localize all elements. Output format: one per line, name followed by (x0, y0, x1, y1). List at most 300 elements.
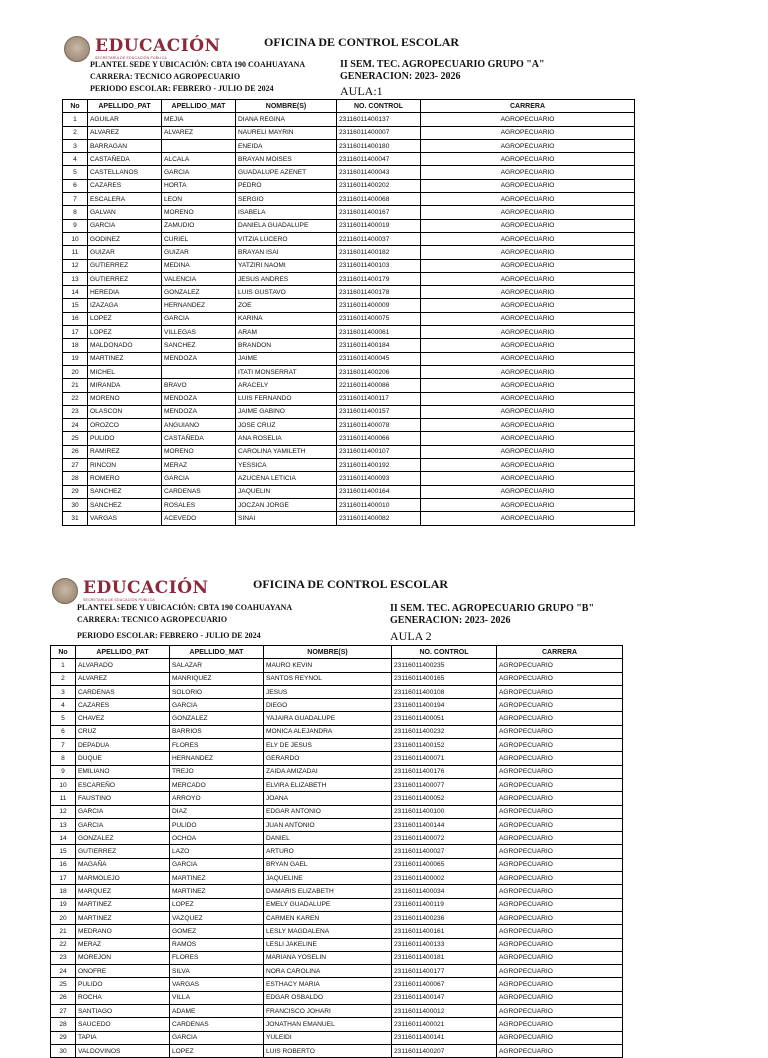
nombres-cell: CARMEN KAREN (264, 911, 392, 924)
table-row (51, 965, 623, 978)
nombres-cell: VITZIA LUCERO (236, 232, 337, 245)
carrera-cell: AGROPECUARIO (497, 991, 623, 1004)
apellido-mat-cell: LOPEZ (170, 898, 264, 911)
carrera-cell: AGROPECUARIO (497, 672, 623, 685)
nombres-cell: ZOE (236, 299, 337, 312)
table-row (63, 352, 635, 365)
table-row (63, 206, 635, 219)
table-row (51, 725, 623, 738)
nombres-cell: ELY DE JESUS (264, 739, 392, 752)
nombres-cell: BRYAN GAEL (264, 858, 392, 871)
semestre-label: II SEM. TEC. AGROPECUARIO GRUPO "A" (340, 59, 545, 70)
nombres-cell: EDGAR ANTONIO (264, 805, 392, 818)
nombres-cell: DANIELA GUADALUPE (236, 219, 337, 232)
no-control-cell: 23116011400100 (392, 805, 497, 818)
carrera-cell: AGROPECUARIO (421, 113, 635, 126)
nombres-cell: ARTURO (264, 845, 392, 858)
no-control-cell: 23116011400236 (392, 911, 497, 924)
carrera-cell: AGROPECUARIO (497, 712, 623, 725)
no-control-cell: 23116011400027 (392, 845, 497, 858)
no-control-cell: 23116011400019 (337, 219, 421, 232)
nombres-cell: YULEIDI (264, 1031, 392, 1044)
nombres-cell: JUAN ANTONIO (264, 818, 392, 831)
nombres-cell: JOCZAN JORGE (236, 498, 337, 511)
table-row (63, 379, 635, 392)
nombres-cell: SINAI (236, 512, 337, 525)
row-number: 16 (51, 858, 76, 871)
no-control-cell: 23116011400202 (337, 179, 421, 192)
apellido-pat-cell: MARTINEZ (88, 352, 162, 365)
table-row (63, 498, 635, 511)
carrera-cell: AGROPECUARIO (421, 126, 635, 139)
office-title: OFICINA DE CONTROL ESCOLAR (253, 577, 449, 591)
generacion-label: GENERACION: 2023- 2026 (340, 71, 461, 82)
apellido-mat-cell: VARGAS (170, 978, 264, 991)
col-header-nombres: NOMBRE(S) (236, 100, 337, 113)
table-row (51, 858, 623, 871)
no-control-cell: 23116011400078 (337, 419, 421, 432)
apellido-mat-cell: MEJIA (162, 113, 236, 126)
seal-icon (64, 36, 90, 62)
apellido-pat-cell: MICHEL (88, 365, 162, 378)
apellido-mat-cell: TREJO (170, 765, 264, 778)
apellido-pat-cell: RAMIREZ (88, 445, 162, 458)
carrera-cell: AGROPECUARIO (421, 432, 635, 445)
apellido-mat-cell: FLORES (170, 739, 264, 752)
nombres-cell: JAIME GABINO (236, 405, 337, 418)
apellido-mat-cell: MERCADO (170, 778, 264, 791)
apellido-pat-cell: VARGAS (88, 512, 162, 525)
carrera-cell: AGROPECUARIO (497, 1031, 623, 1044)
apellido-mat-cell: LEON (162, 193, 236, 206)
apellido-mat-cell: ZAMUDIO (162, 219, 236, 232)
table-row (51, 739, 623, 752)
table-row (63, 272, 635, 285)
nombres-cell: YAJAIRA GUADALUPE (264, 712, 392, 725)
apellido-pat-cell: RINCON (88, 459, 162, 472)
apellido-pat-cell: CASTELLANOS (88, 166, 162, 179)
nombres-cell: KARINA (236, 312, 337, 325)
carrera-cell: AGROPECUARIO (421, 312, 635, 325)
apellido-pat-cell: OROZCO (88, 419, 162, 432)
no-control-cell: 23116011400061 (337, 326, 421, 339)
apellido-pat-cell: CASTAÑEDA (88, 153, 162, 166)
table-row (51, 685, 623, 698)
col-header-no: No (51, 646, 76, 659)
col-header-no-control: NO. CONTROL (392, 646, 497, 659)
row-number: 28 (51, 1018, 76, 1031)
no-control-cell: 23116011400068 (337, 193, 421, 206)
no-control-cell: 23116011400082 (337, 512, 421, 525)
apellido-pat-cell: ROMERO (88, 472, 162, 485)
row-number: 9 (63, 219, 88, 232)
carrera-cell: AGROPECUARIO (421, 419, 635, 432)
table-row (51, 818, 623, 831)
apellido-pat-cell: GALVAN (88, 206, 162, 219)
nombres-cell: DANIEL (264, 832, 392, 845)
student-table-b (50, 645, 623, 1058)
no-control-cell: 23116011400072 (392, 832, 497, 845)
carrera-cell: AGROPECUARIO (497, 818, 623, 831)
carrera-cell: AGROPECUARIO (421, 326, 635, 339)
apellido-mat-cell: FLORES (170, 951, 264, 964)
no-control-cell: 22116011400037 (337, 232, 421, 245)
no-control-cell: 23116011400147 (392, 991, 497, 1004)
apellido-mat-cell: ROSALES (162, 498, 236, 511)
periodo-label: PERIODO ESCOLAR: FEBRERO - JULIO DE 2024 (90, 84, 274, 93)
carrera-cell: AGROPECUARIO (421, 339, 635, 352)
row-number: 20 (63, 365, 88, 378)
table-row (63, 419, 635, 432)
row-number: 8 (63, 206, 88, 219)
table-row (63, 432, 635, 445)
carrera-cell: AGROPECUARIO (497, 739, 623, 752)
no-control-cell: 23116011400192 (337, 459, 421, 472)
nombres-cell: MARIANA YOSELIN (264, 951, 392, 964)
table-row (51, 659, 623, 672)
row-number: 26 (51, 991, 76, 1004)
row-number: 15 (51, 845, 76, 858)
carrera-cell: AGROPECUARIO (497, 938, 623, 951)
table-row (51, 938, 623, 951)
carrera-cell: AGROPECUARIO (421, 379, 635, 392)
row-number: 27 (63, 459, 88, 472)
col-header-apellido-mat: APELLIDO_MAT (162, 100, 236, 113)
row-number: 20 (51, 911, 76, 924)
no-control-cell: 23116011400206 (337, 365, 421, 378)
row-number: 8 (51, 752, 76, 765)
apellido-mat-cell: MORENO (162, 206, 236, 219)
apellido-mat-cell: ALCALA (162, 153, 236, 166)
carrera-cell: AGROPECUARIO (421, 392, 635, 405)
apellido-mat-cell: RAMOS (170, 938, 264, 951)
apellido-mat-cell: MEDINA (162, 259, 236, 272)
apellido-mat-cell: SALAZAR (170, 659, 264, 672)
apellido-pat-cell: SANCHEZ (88, 498, 162, 511)
row-number: 17 (51, 872, 76, 885)
apellido-pat-cell: SAUCEDO (76, 1018, 170, 1031)
table-row (51, 792, 623, 805)
apellido-pat-cell: HEREDIA (88, 286, 162, 299)
apellido-mat-cell: SILVA (170, 965, 264, 978)
nombres-cell: EMELY GUADALUPE (264, 898, 392, 911)
no-control-cell: 23116011400067 (392, 978, 497, 991)
row-number: 6 (51, 725, 76, 738)
row-number: 14 (63, 286, 88, 299)
apellido-pat-cell: DEPADUA (76, 739, 170, 752)
row-number: 25 (51, 978, 76, 991)
no-control-cell: 23116011400157 (337, 405, 421, 418)
carrera-cell: AGROPECUARIO (421, 219, 635, 232)
no-control-cell: 23116011400034 (392, 885, 497, 898)
row-number: 30 (63, 498, 88, 511)
nombres-cell: JAQUELINE (264, 872, 392, 885)
apellido-pat-cell: LOPEZ (88, 326, 162, 339)
carrera-cell: AGROPECUARIO (421, 472, 635, 485)
group-b-section (0, 560, 768, 1055)
row-number: 22 (51, 938, 76, 951)
nombres-cell: LESLI JAKELINE (264, 938, 392, 951)
apellido-mat-cell: VAZQUEZ (170, 911, 264, 924)
apellido-pat-cell: ALVARADO (76, 659, 170, 672)
apellido-mat-cell: MANRIQUEZ (170, 672, 264, 685)
nombres-cell: BRAYAN MOISES (236, 153, 337, 166)
row-number: 24 (63, 419, 88, 432)
no-control-cell: 23116011400010 (337, 498, 421, 511)
no-control-cell: 23116011400177 (392, 965, 497, 978)
apellido-mat-cell: HERNANDEZ (162, 299, 236, 312)
no-control-cell: 23116011400176 (392, 765, 497, 778)
row-number: 16 (63, 312, 88, 325)
no-control-cell: 23116011400007 (337, 126, 421, 139)
table-row (63, 472, 635, 485)
carrera-cell: AGROPECUARIO (421, 512, 635, 525)
no-control-cell: 23116011400103 (337, 259, 421, 272)
row-number: 10 (63, 232, 88, 245)
no-control-cell: 23116011400164 (337, 485, 421, 498)
carrera-cell: AGROPECUARIO (421, 153, 635, 166)
apellido-mat-cell: MENDOZA (162, 352, 236, 365)
carrera-cell: AGROPECUARIO (421, 179, 635, 192)
no-control-cell: 23116011400137 (337, 113, 421, 126)
apellido-mat-cell: MORENO (162, 445, 236, 458)
apellido-pat-cell: MEDRANO (76, 925, 170, 938)
apellido-mat-cell: GARCIA (170, 858, 264, 871)
apellido-pat-cell: GARCIA (76, 818, 170, 831)
no-control-cell: 23116011400077 (392, 778, 497, 791)
table-row (63, 365, 635, 378)
apellido-pat-cell: GODINEZ (88, 232, 162, 245)
table-row (63, 326, 635, 339)
table-row (51, 991, 623, 1004)
carrera-cell: AGROPECUARIO (497, 725, 623, 738)
carrera-cell: AGROPECUARIO (421, 272, 635, 285)
no-control-cell: 23116011400002 (392, 872, 497, 885)
apellido-pat-cell: LOPEZ (88, 312, 162, 325)
table-row (63, 153, 635, 166)
table-row (63, 459, 635, 472)
row-number: 12 (51, 805, 76, 818)
no-control-cell: 23116011400178 (337, 286, 421, 299)
carrera-cell: AGROPECUARIO (497, 872, 623, 885)
table-row (63, 126, 635, 139)
table-row (51, 805, 623, 818)
table-row (63, 219, 635, 232)
no-control-cell: 23116011400043 (337, 166, 421, 179)
nombres-cell: CAROLINA YAMILETH (236, 445, 337, 458)
carrera-cell: AGROPECUARIO (497, 765, 623, 778)
carrera-cell: AGROPECUARIO (497, 792, 623, 805)
row-number: 17 (63, 326, 88, 339)
table-row (51, 951, 623, 964)
plantel-label: PLANTEL SEDE Y UBICACIÓN: CBTA 190 COAHUAYANA (90, 60, 306, 69)
apellido-pat-cell: BARRAGAN (88, 139, 162, 152)
row-number: 9 (51, 765, 76, 778)
col-header-apellido-mat: APELLIDO_MAT (170, 646, 264, 659)
row-number: 25 (63, 432, 88, 445)
carrera-cell: AGROPECUARIO (497, 885, 623, 898)
no-control-cell: 23116011400075 (337, 312, 421, 325)
plantel-label: PLANTEL SEDE Y UBICACIÓN: CBTA 190 COAHUAYANA (77, 603, 293, 612)
carrera-cell: AGROPECUARIO (497, 925, 623, 938)
row-number: 12 (63, 259, 88, 272)
col-header-carrera: CARRERA (497, 646, 623, 659)
row-number: 29 (51, 1031, 76, 1044)
nombres-cell: ARAM (236, 326, 337, 339)
apellido-pat-cell: GARCIA (76, 805, 170, 818)
apellido-pat-cell: GUIZAR (88, 246, 162, 259)
row-number: 13 (63, 272, 88, 285)
col-header-apellido-pat: APELLIDO_PAT (88, 100, 162, 113)
no-control-cell: 23116011400133 (392, 938, 497, 951)
no-control-cell: 23116011400144 (392, 818, 497, 831)
apellido-pat-cell: MALDONADO (88, 339, 162, 352)
no-control-cell: 23116011400107 (337, 445, 421, 458)
carrera-cell: AGROPECUARIO (421, 498, 635, 511)
header-right-info (390, 603, 594, 627)
apellido-mat-cell: HORTA (162, 179, 236, 192)
carrera-cell: AGROPECUARIO (421, 139, 635, 152)
apellido-mat-cell: GUIZAR (162, 246, 236, 259)
carrera-cell: AGROPECUARIO (497, 752, 623, 765)
nombres-cell: MONICA ALEJANDRA (264, 725, 392, 738)
row-number: 14 (51, 832, 76, 845)
apellido-pat-cell: DUQUE (76, 752, 170, 765)
periodo-label: PERIODO ESCOLAR: FEBRERO - JULIO DE 2024 (77, 631, 261, 640)
apellido-pat-cell: CAZARES (88, 179, 162, 192)
col-header-no-control: NO. CONTROL (337, 100, 421, 113)
office-title: OFICINA DE CONTROL ESCOLAR (264, 35, 460, 49)
apellido-pat-cell: MORENO (88, 392, 162, 405)
nombres-cell: AZUCENA LETICIA (236, 472, 337, 485)
carrera-cell: AGROPECUARIO (497, 659, 623, 672)
table-row (51, 885, 623, 898)
col-header-no: No (63, 100, 88, 113)
carrera-cell: AGROPECUARIO (497, 858, 623, 871)
no-control-cell: 23116011400009 (337, 299, 421, 312)
apellido-mat-cell: DIAZ (170, 805, 264, 818)
row-number: 13 (51, 818, 76, 831)
apellido-mat-cell: PULIDO (170, 818, 264, 831)
nombres-cell: MAURO KEVIN (264, 659, 392, 672)
table-row (63, 485, 635, 498)
carrera-cell: AGROPECUARIO (421, 485, 635, 498)
table-row (63, 339, 635, 352)
row-number: 3 (63, 139, 88, 152)
nombres-cell: FRANCISCO JOHARI (264, 1005, 392, 1018)
logo-text: EDUCACIÓN (95, 35, 221, 56)
header-right-info (340, 59, 545, 83)
table-row (63, 232, 635, 245)
apellido-mat-cell: CASTAÑEDA (162, 432, 236, 445)
carrera-cell: AGROPECUARIO (497, 898, 623, 911)
apellido-mat-cell: MENDOZA (162, 405, 236, 418)
apellido-mat-cell: CARDENAS (162, 485, 236, 498)
apellido-pat-cell: MARTINEZ (76, 898, 170, 911)
nombres-cell: SERGIO (236, 193, 337, 206)
nombres-cell: JONATHAN EMANUEL (264, 1018, 392, 1031)
row-number: 29 (63, 485, 88, 498)
row-number: 24 (51, 965, 76, 978)
row-number: 15 (63, 299, 88, 312)
apellido-mat-cell: ALVAREZ (162, 126, 236, 139)
table-row (63, 259, 635, 272)
carrera-cell: AGROPECUARIO (497, 699, 623, 712)
no-control-cell: 23116011400065 (392, 858, 497, 871)
no-control-cell: 23116011400021 (392, 1018, 497, 1031)
apellido-pat-cell: MARQUEZ (76, 885, 170, 898)
nombres-cell: ESTHACY MARIA (264, 978, 392, 991)
nombres-cell: JAIME (236, 352, 337, 365)
logo-subtext: SECRETARÍA DE EDUCACIÓN PÚBLICA (83, 597, 155, 602)
apellido-pat-cell: MIRANDA (88, 379, 162, 392)
table-row (63, 179, 635, 192)
nombres-cell: YATZIRI NAOMI (236, 259, 337, 272)
apellido-pat-cell: MARMOLEJO (76, 872, 170, 885)
apellido-pat-cell: SANCHEZ (88, 485, 162, 498)
logo-text: EDUCACIÓN (83, 577, 209, 598)
row-number: 27 (51, 1005, 76, 1018)
no-control-cell: 23116011400179 (337, 272, 421, 285)
apellido-mat-cell: ADAME (170, 1005, 264, 1018)
no-control-cell: 23116011400232 (392, 725, 497, 738)
carrera-cell: AGROPECUARIO (421, 206, 635, 219)
carrera-cell: AGROPECUARIO (421, 459, 635, 472)
carrera-cell: AGROPECUARIO (421, 232, 635, 245)
apellido-pat-cell: MOREJON (76, 951, 170, 964)
row-number: 19 (51, 898, 76, 911)
apellido-mat-cell: OCHOA (170, 832, 264, 845)
carrera-cell: AGROPECUARIO (497, 951, 623, 964)
table-row (51, 712, 623, 725)
no-control-cell: 23116011400235 (392, 659, 497, 672)
nombres-cell: NORA CAROLINA (264, 965, 392, 978)
row-number: 21 (51, 925, 76, 938)
table-row (63, 286, 635, 299)
no-control-cell: 23116011400051 (392, 712, 497, 725)
table-row (51, 1005, 623, 1018)
apellido-pat-cell: EMILIANO (76, 765, 170, 778)
apellido-pat-cell: ESCAREÑO (76, 778, 170, 791)
row-number: 30 (51, 1044, 76, 1057)
apellido-pat-cell: GUTIERREZ (88, 259, 162, 272)
row-number: 22 (63, 392, 88, 405)
apellido-pat-cell: SANTIAGO (76, 1005, 170, 1018)
row-number: 3 (51, 685, 76, 698)
apellido-pat-cell: MARTINEZ (76, 911, 170, 924)
nombres-cell: JESUS (264, 685, 392, 698)
apellido-mat-cell: LAZO (170, 845, 264, 858)
apellido-mat-cell: BARRIOS (170, 725, 264, 738)
apellido-pat-cell: VALDOVINOS (76, 1044, 170, 1057)
nombres-cell: ENEIDA (236, 139, 337, 152)
carrera-label: CARRERA: TECNICO AGROPECUARIO (77, 615, 228, 624)
nombres-cell: JESUS ANDRES (236, 272, 337, 285)
nombres-cell: JOSE CRUZ (236, 419, 337, 432)
table-header-row (51, 646, 623, 659)
no-control-cell: 23116011400141 (392, 1031, 497, 1044)
apellido-pat-cell: TAPIA (76, 1031, 170, 1044)
carrera-cell: AGROPECUARIO (421, 259, 635, 272)
no-control-cell: 23116011400119 (392, 898, 497, 911)
row-number: 4 (51, 699, 76, 712)
apellido-mat-cell (162, 365, 236, 378)
row-number: 19 (63, 352, 88, 365)
apellido-pat-cell: ONOFRE (76, 965, 170, 978)
table-row (63, 193, 635, 206)
carrera-cell: AGROPECUARIO (497, 778, 623, 791)
carrera-cell: AGROPECUARIO (497, 911, 623, 924)
